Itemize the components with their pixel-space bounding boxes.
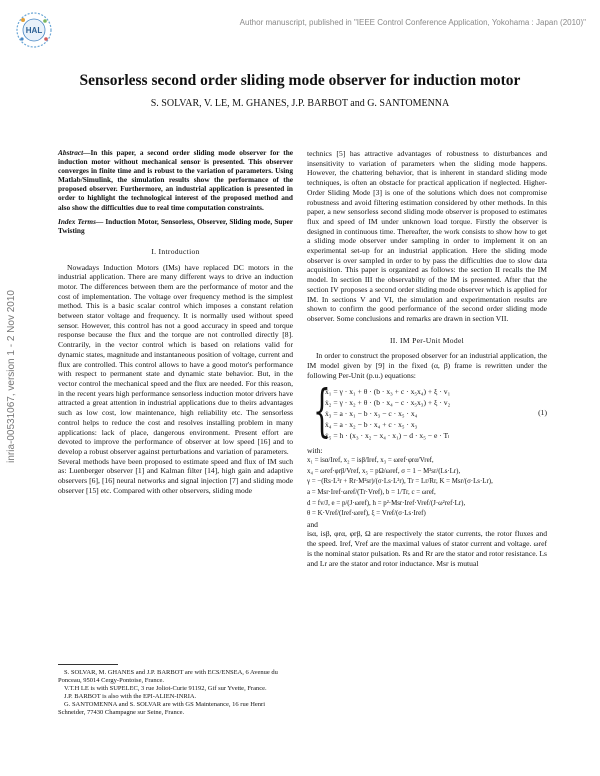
intro-paragraph-2: Several methods have been proposed to estimate speed and flux of IM such as: Luenberger observer [1] and Kalman filter [14], high gain and adaptive observers [6], [16] neural networks and signal injection [7] and sliding mode observer [15] etc. Compared with other observers, sliding mode [58, 456, 293, 495]
right-paragraph-2: In order to construct the proposed observer for an industrial application, the IM model given by [9] in the fixed (α, β) frame is rewritten under the following Per-Unit (p.u.) equations: [307, 351, 547, 380]
index-terms-label: Index Terms [58, 216, 96, 226]
abstract [58, 148, 293, 212]
footnote-rule [58, 664, 118, 665]
definition-line: x₄ = ωref·φrβ/Vref, x₅ = pΩ/ωref, σ = 1 − M²sr/(Ls·Lr), [307, 467, 461, 475]
equation-line: ẋ₄ = a · x₂ − b · x₄ + c · x₅ · x₃ [325, 420, 418, 430]
equation-number: (1) [538, 408, 547, 418]
equation-brace: { [313, 379, 331, 445]
definition-line: d = fv/J, e = p/(J·ωref), h = p²·Msr·Iref·Vref/(J·ω²ref·Lr), [307, 499, 466, 507]
right-paragraph-1: technics [5] has attractive advantages of robustness to disturbances and insensitivity to variation of parameters when the sliding mode happens. However, the chattering behavior, that is inherent in standard sliding mode techniques, is often an obstacle for practical application if neglected. Higher-Order Sliding Mode [3] is one of the solutions which does not compromise robustness and avoid filtering estimation considered by other methods. In this paper, a new sensorless second sliding mode observer is proposed to estimates flux and speed of IM under unknown load torque. Firstly the observer is designed in continuous time. Thereafter, the work consists to show how to get a sliding mode observer under sampling in order to implement it on an experimental set-up for an industrial application. Here the sliding mode observer is over sampled in order to by pass the difficulties due to slow data acquisition. This paper is organized as follows: the section II recalls the IM model. In section III the observabilty of the IM is presented. After that the section IV proposes a second order sliding mode observer which is applied for IM. In sections V and VI, the simulation and experimentation results are shown to confirm the good performance of the second order sliding mode observer. Some conclusions and remarks are drawn in section VII. [307, 149, 547, 323]
definition-line: θ = K·Vref/(Iref·ωref), ξ = Vref/(σ·Ls·Iref) [307, 510, 426, 518]
footnote: J.P. BARBOT is also with the EPI-ALIEN-INRIA. [64, 693, 197, 700]
header-note: Author manuscript, published in "IEEE Control Conference Application, Yokohama : Japan (2010)" [239, 18, 586, 27]
equation-line: ẋ₂ = γ · x₂ + θ · (b · x₄ − c · x₅x₃) + ξ · v₂ [325, 398, 451, 408]
definition-line: x₁ = isα/Iref, x₂ = isβ/Iref, x₃ = ωref·φrα/Vref, [307, 457, 434, 465]
footnotes [58, 664, 293, 717]
equation-line: ẋ₁ = γ · x₁ + θ · (b · x₃ + c · x₅x₄) + ξ · v₁ [325, 387, 451, 397]
hal-logo [14, 10, 54, 50]
with-label: with: [307, 446, 323, 456]
side-stamp [6, 290, 20, 590]
abstract-label: Abstract [58, 148, 84, 157]
footnote: G. SANTOMENNA and S. SOLVAR are with GS Maintenance, 16 rue Henri Schneider, 77430 Champagne sur Seine, France. [58, 701, 266, 716]
abstract-text: —In this paper, a second order sliding mode observer for the induction motor without mechanical sensor is presented. This observer converges in finite time and is robust to the variation of parameters. Using Matlab/Simulink, the simulation results show the performance of the proposed observer. Furthermore, an industrial application is presented in order to highlight the technological interest of the proposed method and also show the difficulties due to real time computation constraints. [58, 148, 293, 212]
footnote: V.T.H LE is with SUPELEC, 3 rue Joliot-Curie 91192, Gif sur Yvette, France. [64, 685, 267, 692]
section-heading-model: II. IM Per-Unit Model [389, 335, 465, 345]
definition-line: a = Msr·Iref·ωref/(Tr·Vref), b = 1/Tr, c = ωref, [307, 488, 436, 496]
paper-title: Sensorless second order sliding mode observer for induction motor [79, 72, 521, 89]
definition-line: γ = −(Rs·L²r + Rr·M²sr)/(σ·Ls·L²r), Tr = Lr/Rr, K = Msr/(σ·Ls·Lr), [307, 478, 493, 486]
index-terms-text: — Induction Motor, Sensorless, Observer, Sliding mode, Super Twisting [58, 216, 294, 235]
equation-system [307, 379, 547, 445]
side-stamp-text: inria-00531067, version 1 - 2 Nov 2010 [6, 290, 17, 463]
section-heading-introduction: I. Introduction [151, 246, 200, 256]
right-column [307, 149, 547, 568]
footnote: S. SOLVAR, M. GHANES and J.P. BARBOT are with ECS/ENSEA, 6 Avenue du Ponceau, 95014 Cergy-Pontoise, France. [58, 669, 278, 684]
equation-line: ẋ₅ = h · (x₃ · x₂ − x₄ · x₁) − d · x₅ − e · Tₗ [325, 431, 450, 441]
right-paragraph-3: isα, isβ, φrα, φrβ, Ω are respectively the stator currents, the rotor fluxes and the speed. Iref, Vref are the maximal values of stator current and voltage. ωref is the nominal stator pulsation. Rs and Rr are the stator and rotor resistance. Ls and Lr are the stator and rotor inductance. Msr is mutual [307, 529, 547, 568]
authors-line: S. SOLVAR, V. LE, M. GHANES, J.P. BARBOT and G. SANTOMENNA [150, 98, 450, 109]
logo-text: HAL [25, 26, 43, 35]
definitions [307, 456, 547, 520]
intro-paragraph-1: Nowadays Induction Motors (IMs) have replaced DC motors in the industrial application. There are many different ways to drive an induction motor. The differences between them are the performance of motor and the cost of implementation. The voltage over frequency method is the simplest method. This is a basic scalar control which imposes a constant relation between stator voltage and frequency. It is normally used without speed sensor. However, this control has not a good accuracy in speed and torque response because the flux and the torque are not controlled directly [8]. Contrarily, in the vector control which is based on relations valid for dynamic states, magnitude and instantaneous position of voltage, current and flux are controlled. This control allows to have a good motor's performance with respect to permanent state and dynamic state behavior. But, in the vector control the mechanical speed and the flux are needed. For this reason, in the recent years high performance sensorless induction motor drivers have attracted a great attention in industrial applications due to theirs advantages such as low cost, low maintenance, high reliability etc. The sensorless control helps to reduce the cost and resolves installing problem in many applications: lack of place, dangerous environment. Present effort are devoted to improve the performance of observer at low speed [16] and to develop a robust observer against perturbations and variation of parameters. [58, 262, 293, 456]
left-column [58, 148, 293, 495]
equation-line: ẋ₃ = a · x₁ − b · x₃ − c · x₅ · x₄ [325, 409, 418, 419]
index-terms [58, 217, 293, 235]
and-label: and [307, 519, 318, 529]
equation-lines [325, 386, 450, 441]
